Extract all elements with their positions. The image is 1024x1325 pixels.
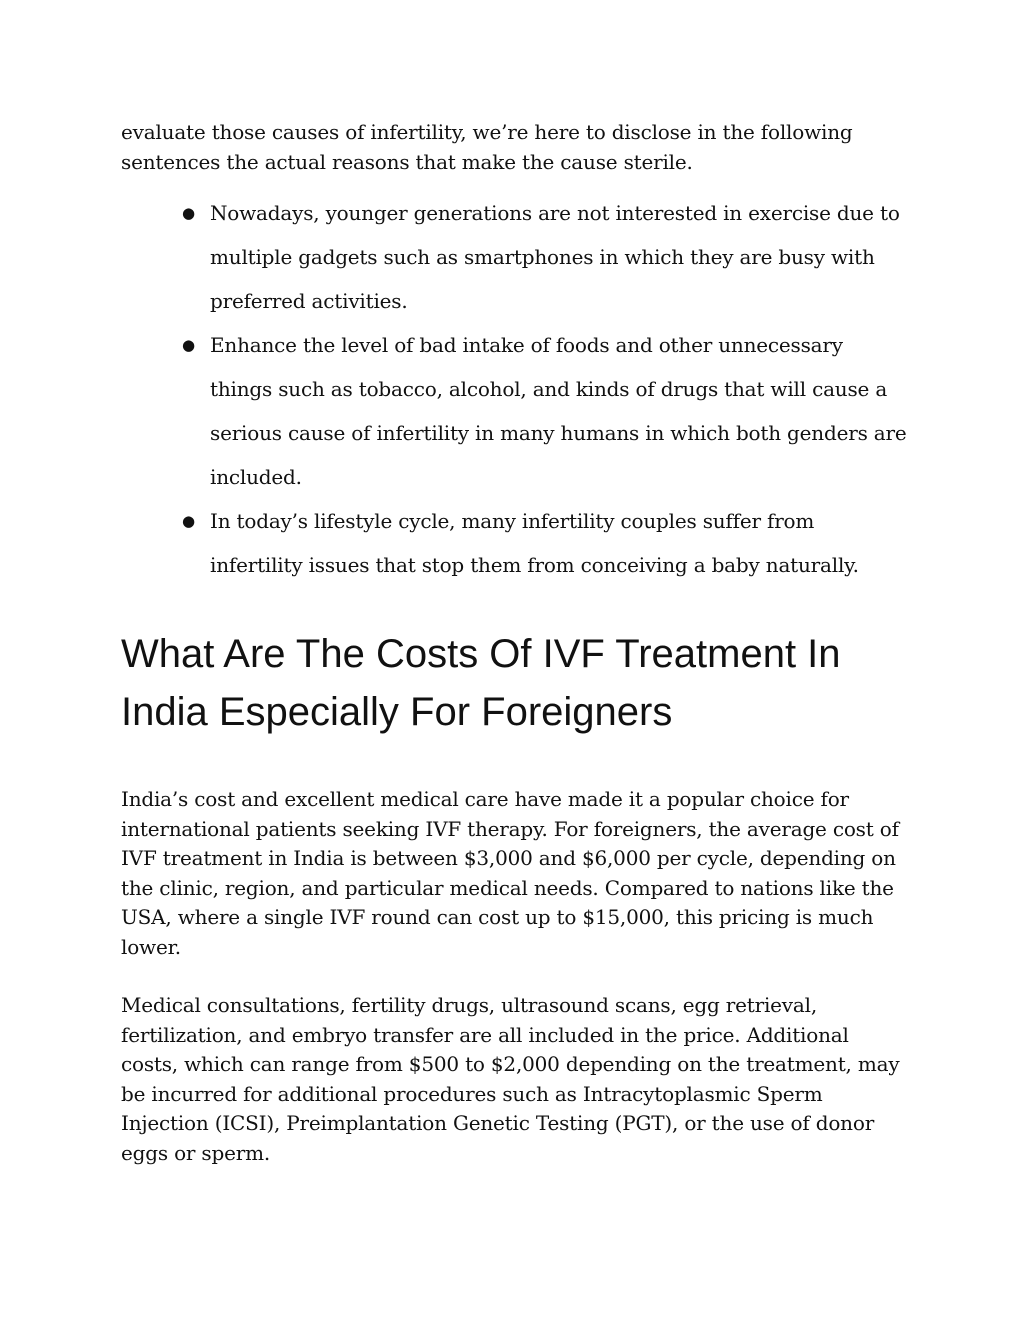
list-item-text: In today’s lifestyle cycle, many infertility couples suffer from infertility issues that stop them from conceiving a baby naturally. [210, 509, 859, 577]
intro-paragraph: evaluate those causes of infertility, we’re here to disclose in the following sentences the actual reasons that make the cause sterile. [121, 120, 853, 174]
bullet-list [121, 191, 911, 587]
list-item [182, 499, 911, 587]
body-paragraph: India’s cost and excellent medical care have made it a popular choice for international patients seeking IVF therapy. For foreigners, the average cost of IVF treatment in India is between $3,000 and $6,000 per cycle, depending on the clinic, region, and particular medical needs. Compared to nations like the USA, where a single IVF round can cost up to $15,000, this pricing is much lower. [121, 787, 899, 959]
bullet-icon: ● [182, 204, 195, 222]
list-item [182, 191, 911, 323]
body-paragraph: Medical consultations, fertility drugs, ultrasound scans, egg retrieval, fertilization, and embryo transfer are all included in the price. Additional costs, which can range from $500 to $2,000 depending on the treatment, may be incurred for additional procedures such as Intracytoplasmic Sperm Injection (ICSI), Preimplantation Genetic Testing (PGT), or the use of donor eggs or sperm. [121, 993, 900, 1165]
bullet-icon: ● [182, 336, 195, 354]
list-item [182, 323, 911, 499]
list-item-text: Nowadays, younger generations are not interested in exercise due to multiple gadgets such as smartphones in which they are busy with preferred activities. [210, 201, 900, 313]
list-item-text: Enhance the level of bad intake of foods and other unnecessary things such as tobacco, alcohol, and kinds of drugs that will cause a serious cause of infertility in many humans in which both genders are included. [210, 333, 907, 489]
bullet-icon: ● [182, 512, 195, 530]
section-heading: What Are The Costs Of IVF Treatment In India Especially For Foreigners [121, 632, 841, 734]
document-page [121, 117, 911, 1168]
